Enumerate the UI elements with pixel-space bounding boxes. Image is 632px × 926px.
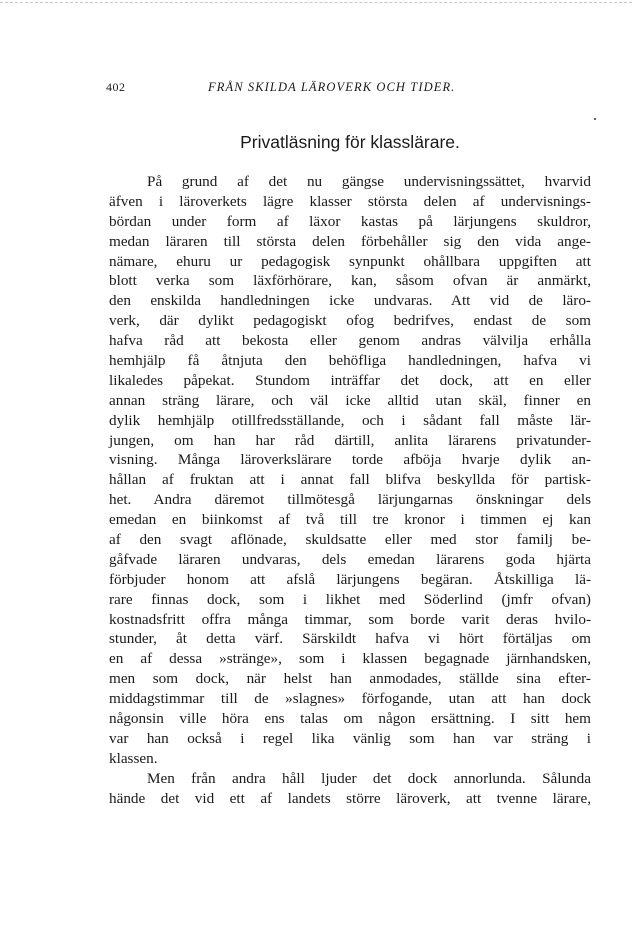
text-line: hände det vid ett af landets större läroverk, att tvenne lärare, — [109, 789, 591, 807]
text-line: den enskilda handledningen icke undvaras. Att vid de läro- — [109, 292, 591, 310]
text-line: kostnadsfritt offra många timmar, som borde varit deras hvilo- — [109, 610, 591, 628]
text-line: verk, där dylikt pedagogiskt ofog bedrifves, endast de som — [109, 312, 591, 330]
scan-edge-line — [0, 2, 632, 3]
text-line: hafva råd att bekosta eller genom andras välvilja erhålla — [109, 332, 591, 350]
text-line: men som dock, när helst han anmodades, ställde sina efter- — [109, 670, 591, 688]
running-head — [0, 80, 632, 100]
print-speck — [594, 118, 596, 120]
text-line: äfven i läroverkets lägre klasser största delen af undervisnings- — [109, 192, 591, 210]
text-line: af den svagt aflönade, skuldsatte eller med stor familj be- — [109, 531, 591, 549]
text-line: emedan en biinkomst af två till tre kronor i timmen ej kan — [109, 511, 591, 529]
text-line: jungen, om han har råd därtill, anlita lärarens privatunder- — [109, 431, 591, 449]
text-line: någonsin ville höra ens talas om någon ersättning. I sitt hem — [109, 710, 591, 728]
text-line: en af dessa »stränge», som i klassen begagnade järnhandsken, — [109, 650, 591, 668]
text-line: likaledes påpekat. Stundom inträffar det dock, att en eller — [109, 371, 591, 389]
text-line: bördan under form af läxor kastas på lärjungens skuldror, — [109, 212, 591, 230]
text-line: rare finnas dock, som i likhet med Söderlind (jmfr ofvan) — [109, 590, 591, 608]
text-line: Men från andra håll ljuder det dock annorlunda. Sålunda — [147, 769, 591, 787]
text-line: annan sträng lärare, och väl icke alltid utan skäl, finner en — [109, 391, 591, 409]
text-line: gåfvade läraren undvaras, dels emedan lärarens goda hjärta — [109, 550, 591, 568]
text-line: visning. Många läroverkslärare torde afböja hvarje dylik an- — [109, 451, 591, 469]
text-line: förbjuder honom att afslå lärjungens begäran. Åtskilliga lä- — [109, 570, 591, 588]
text-line: stunder, åt detta värf. Särskildt hafva vi hört förtäljas om — [109, 630, 591, 648]
text-line: nämare, ehuru ur pedagogisk synpunkt ohållbara uppgiften att — [109, 252, 591, 270]
text-line: hemhjälp få åtnjuta den behöfliga handledningen, hafva vi — [109, 352, 591, 370]
text-line: middagstimmar till de »slagnes» förfogande, utan att han dock — [109, 690, 591, 708]
text-line: blott verka som läxförhörare, kan, såsom ofvan är anmärkt, — [109, 272, 591, 290]
text-line: dylik hemhjälp otillfredsställande, och i sådant fall måste lär- — [109, 411, 591, 429]
text-line: På grund af det nu gängse undervisningssättet, hvarvid — [147, 173, 591, 190]
text-line: klassen. — [109, 749, 158, 767]
body-text — [109, 172, 591, 809]
running-title: FRÅN SKILDA LÄROVERK OCH TIDER. — [208, 80, 456, 94]
text-line: medan läraren till största delen förbehåller sig den vida ange- — [109, 232, 591, 250]
text-line: hållan af fruktan att i annat fall blifva beskyllda för partisk- — [109, 471, 591, 489]
text-line: var han också i regel lika vänlig som han var sträng i — [109, 729, 591, 747]
text-line: het. Andra däremot tillmötesgå lärjungarnas önskningar dels — [109, 491, 591, 509]
page-number: 402 — [106, 80, 126, 94]
section-title: Privatläsning för klasslärare. — [240, 132, 460, 152]
